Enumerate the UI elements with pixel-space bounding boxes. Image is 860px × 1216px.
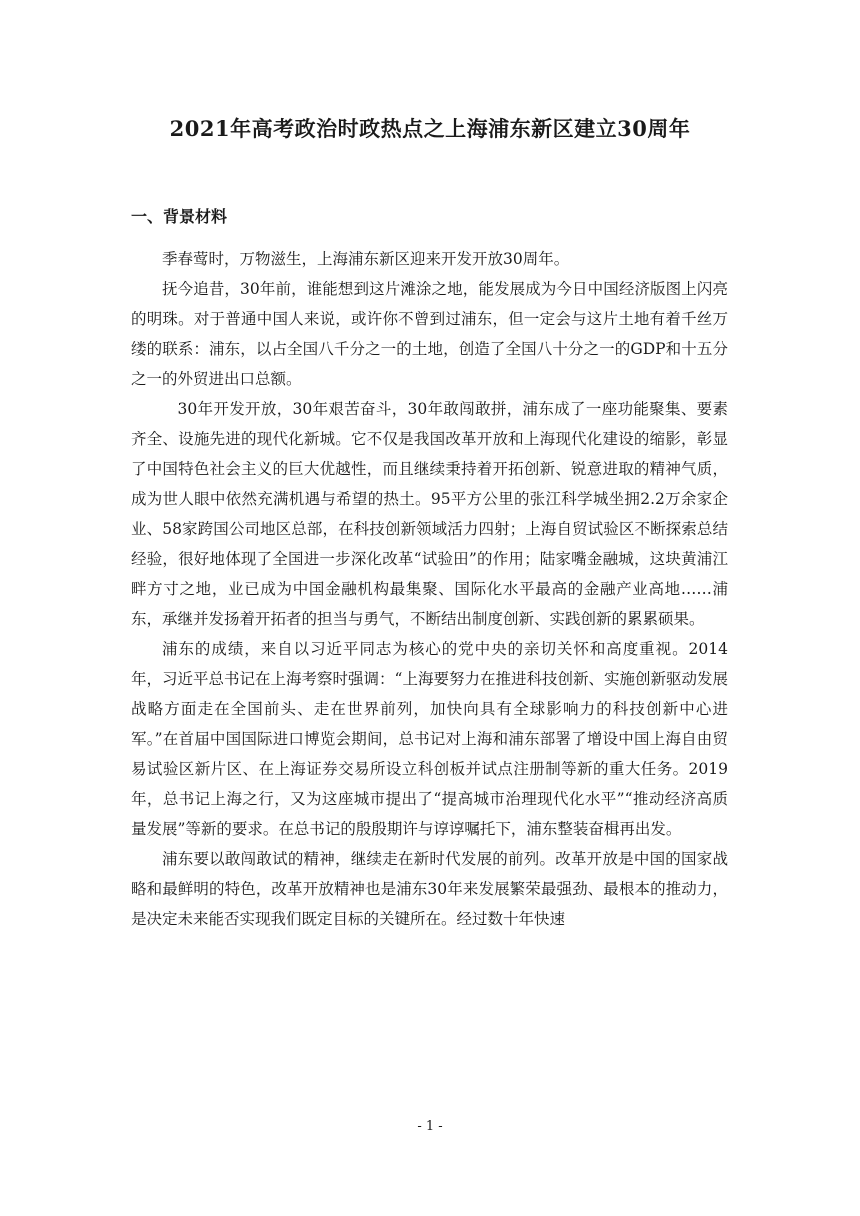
paragraph-2: 抚今追昔，30年前，谁能想到这片滩涂之地，能发展成为今日中国经济版图上闪亮的明珠。对于普通中国人来说，或许你不曾到过浦东，但一定会与这片土地有着千丝万缕的联系：浦东，以占全国八千分之一的土地，创造了全国八十分之一的GDP和十五分之一的外贸进出口总额。 [131, 280, 728, 388]
document-title: 2021年高考政治时政热点之上海浦东新区建立30周年 [169, 116, 691, 141]
paragraph-1: 季春莺时，万物滋生，上海浦东新区迎来开发开放30周年。 [162, 250, 570, 268]
document-body [131, 244, 728, 934]
paragraph-5: 浦东要以敢闯敢试的精神，继续走在新时代发展的前列。改革开放是中国的国家战略和最鲜明的特色，改革开放精神也是浦东30年来发展繁荣最强劲、最根本的推动力，是决定未来能否实现我们既定目标的关键所在。经过数十年快速 [131, 850, 728, 928]
paragraph-3: 30年开发开放，30年艰苦奋斗，30年敢闯敢拼，浦东成了一座功能聚集、要素齐全、设施先进的现代化新城。它不仅是我国改革开放和上海现代化建设的缩影，彰显了中国特色社会主义的巨大优越性，而且继续秉持着开拓创新、锐意进取的精神气质，成为世人眼中依然充满机遇与希望的热土。95平方公里的张江科学城坐拥2.2万余家企业、58家跨国公司地区总部，在科技创新领域活力四射；上海自贸试验区不断探索总结经验，很好地体现了全国进一步深化改革“试验田”的作用；陆家嘴金融城，这块黄浦江畔方寸之地，业已成为中国金融机构最集聚、国际化水平最高的金融产业高地……浦东，承继并发扬着开拓者的担当与勇气，不断结出制度创新、实践创新的累累硕果。 [131, 400, 728, 628]
section-heading: 一、背景材料 [131, 207, 228, 226]
page-number: - 1 - [417, 1119, 443, 1134]
paragraph-4: 浦东的成绩，来自以习近平同志为核心的党中央的亲切关怀和高度重视。2014年，习近平总书记在上海考察时强调：“上海要努力在推进科技创新、实施创新驱动发展战略方面走在全国前头、走在世界前列，加快向具有全球影响力的科技创新中心进军。”在首届中国国际进口博览会期间，总书记对上海和浦东部署了增设中国上海自由贸易试验区新片区、在上海证券交易所设立科创板并试点注册制等新的重大任务。2019年，总书记上海之行，又为这座城市提出了“提高城市治理现代化水平”“推动经济高质量发展”等新的要求。在总书记的殷殷期许与谆谆嘱托下，浦东整装奋楫再出发。 [131, 640, 728, 838]
